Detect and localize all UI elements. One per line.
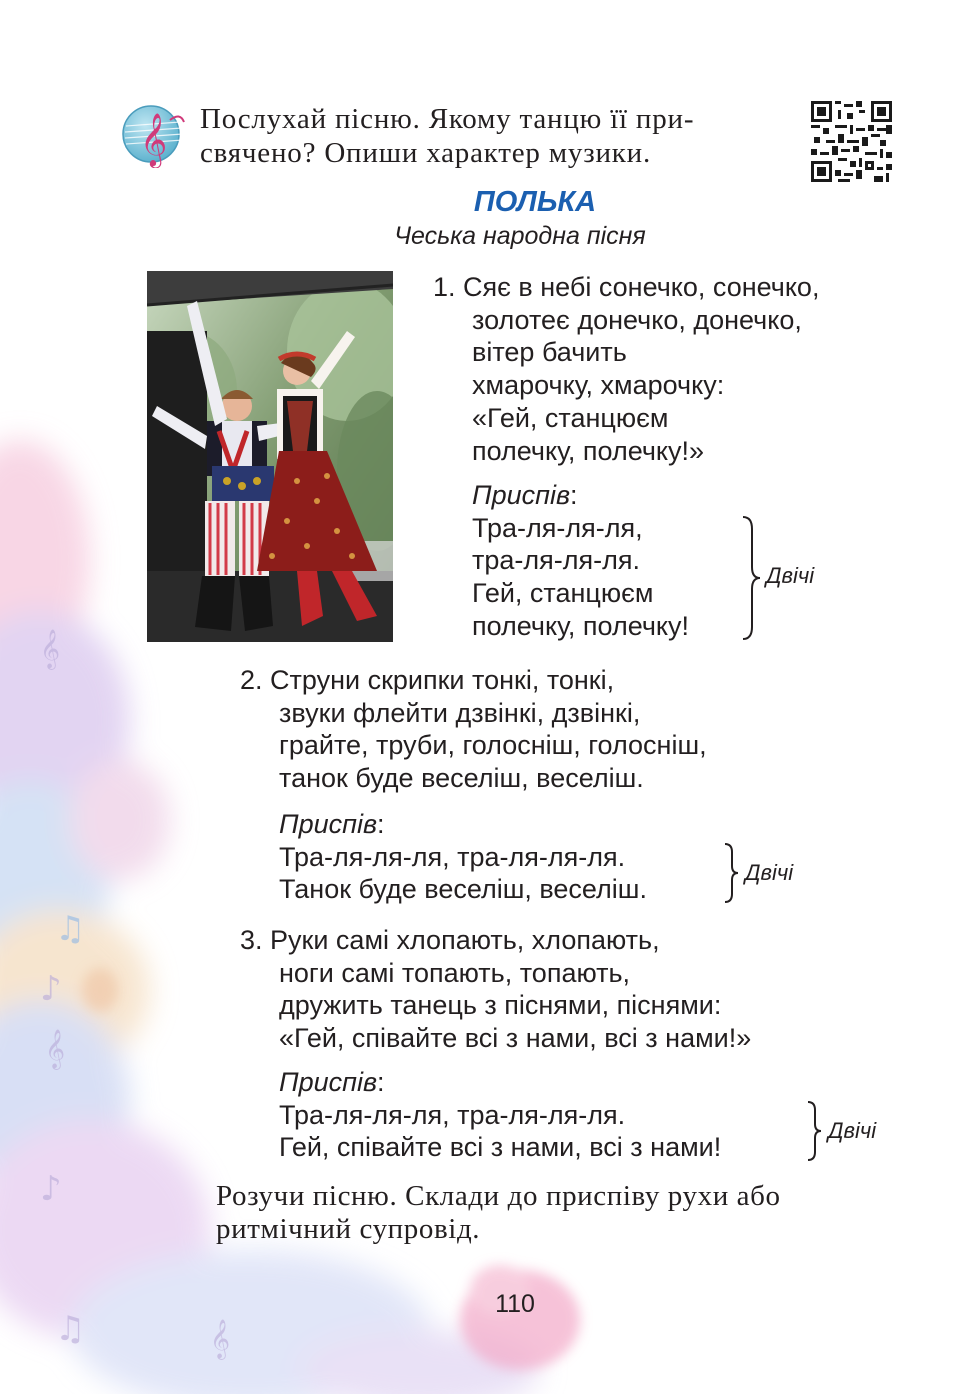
chorus-2 [279,808,647,906]
verse-1 [433,271,819,467]
chorus-label: Приспів [279,1067,378,1097]
repeat-twice-label: Двічі [745,860,794,885]
chorus-line: тра-ля-ля-ля. [472,545,640,576]
instruction-line: Послухай пісню. Якому танцю її при- [200,103,695,135]
listening-instruction [200,102,800,170]
chorus-line: Танок буде веселіш, веселіш. [279,874,647,905]
page-number: 110 [495,1290,535,1318]
repeat-brace [805,1100,823,1162]
learning-instruction [216,1180,916,1246]
verse-line: вітер бачить [472,337,627,368]
svg-text:𝄞: 𝄞 [210,1319,231,1359]
verse-line: ноги самі топають, топають, [279,957,631,988]
chorus-line: полечку, полечку! [472,610,690,641]
svg-text:♪: ♪ [40,969,62,1009]
chorus-line: Гей, станцюєм [472,578,654,609]
verse-line: грайте, труби, голосніш, голосніш, [279,730,707,761]
verse-line: танок буде веселіш, веселіш. [279,763,644,794]
instruction-line: ритмічний супровід. [216,1213,481,1245]
qr-code-icon[interactable] [811,101,892,182]
svg-text:♪: ♪ [40,1169,62,1209]
verse-2 [240,664,707,795]
verse-line: 3. Руки самі хлопають, хлопають, [240,925,660,955]
verse-line: полечку, полечку!» [472,435,705,466]
repeat-twice-label: Двічі [828,1118,877,1143]
repeat-brace [740,515,762,641]
verse-line: звуки флейти дзвінкі, дзвінкі, [279,697,641,728]
chorus-label: Приспів [279,809,378,839]
chorus-heading: Приспів: [472,480,578,510]
chorus-3 [279,1066,721,1164]
instruction-line: свячено? Опиши характер музики. [200,137,652,169]
svg-text:♫: ♫ [55,909,86,949]
verse-line: «Гей, співайте всі з нами, всі з нами!» [279,1023,752,1054]
chorus-1 [472,479,689,643]
verse-line: 2. Струни скрипки тонкі, тонкі, [240,665,615,695]
verse-line: дружить танець з піснями, піснями: [279,990,722,1021]
svg-text:𝄞: 𝄞 [140,112,168,166]
verse-line: хмарочку, хмарочку: [472,370,725,401]
svg-text:𝄞: 𝄞 [40,629,61,669]
verse-line: золотеє донечко, донечко, [472,304,802,335]
song-subtitle: Чеська народна пісня [394,222,646,250]
verse-line: 1. Сяє в небі сонечко, сонечко, [433,272,820,302]
chorus-heading: Приспів: [279,809,385,839]
instruction-line: Розучи пісню. Склади до приспіву рухи або [216,1180,781,1212]
chorus-line: Тра-ля-ля-ля, тра-ля-ля-ля. [279,1099,626,1130]
chorus-line: Гей, співайте всі з нами, всі з нами! [279,1132,722,1163]
verse-3 [240,924,751,1055]
chorus-label: Приспів [472,480,571,510]
chorus-line: Тра-ля-ля-ля, тра-ля-ля-ля. [279,841,626,872]
chorus-heading: Приспів: [279,1067,385,1097]
repeat-twice-label: Двічі [766,563,815,588]
verse-line: «Гей, станцюєм [472,402,669,433]
chorus-line: Тра-ля-ля-ля, [472,512,643,543]
song-title: ПОЛЬКА [473,186,597,218]
svg-text:♫: ♫ [55,1309,86,1349]
repeat-brace [722,842,740,904]
treble-clef-icon [120,100,188,168]
dancers-photo [147,271,393,642]
svg-text:𝄞: 𝄞 [45,1029,66,1069]
